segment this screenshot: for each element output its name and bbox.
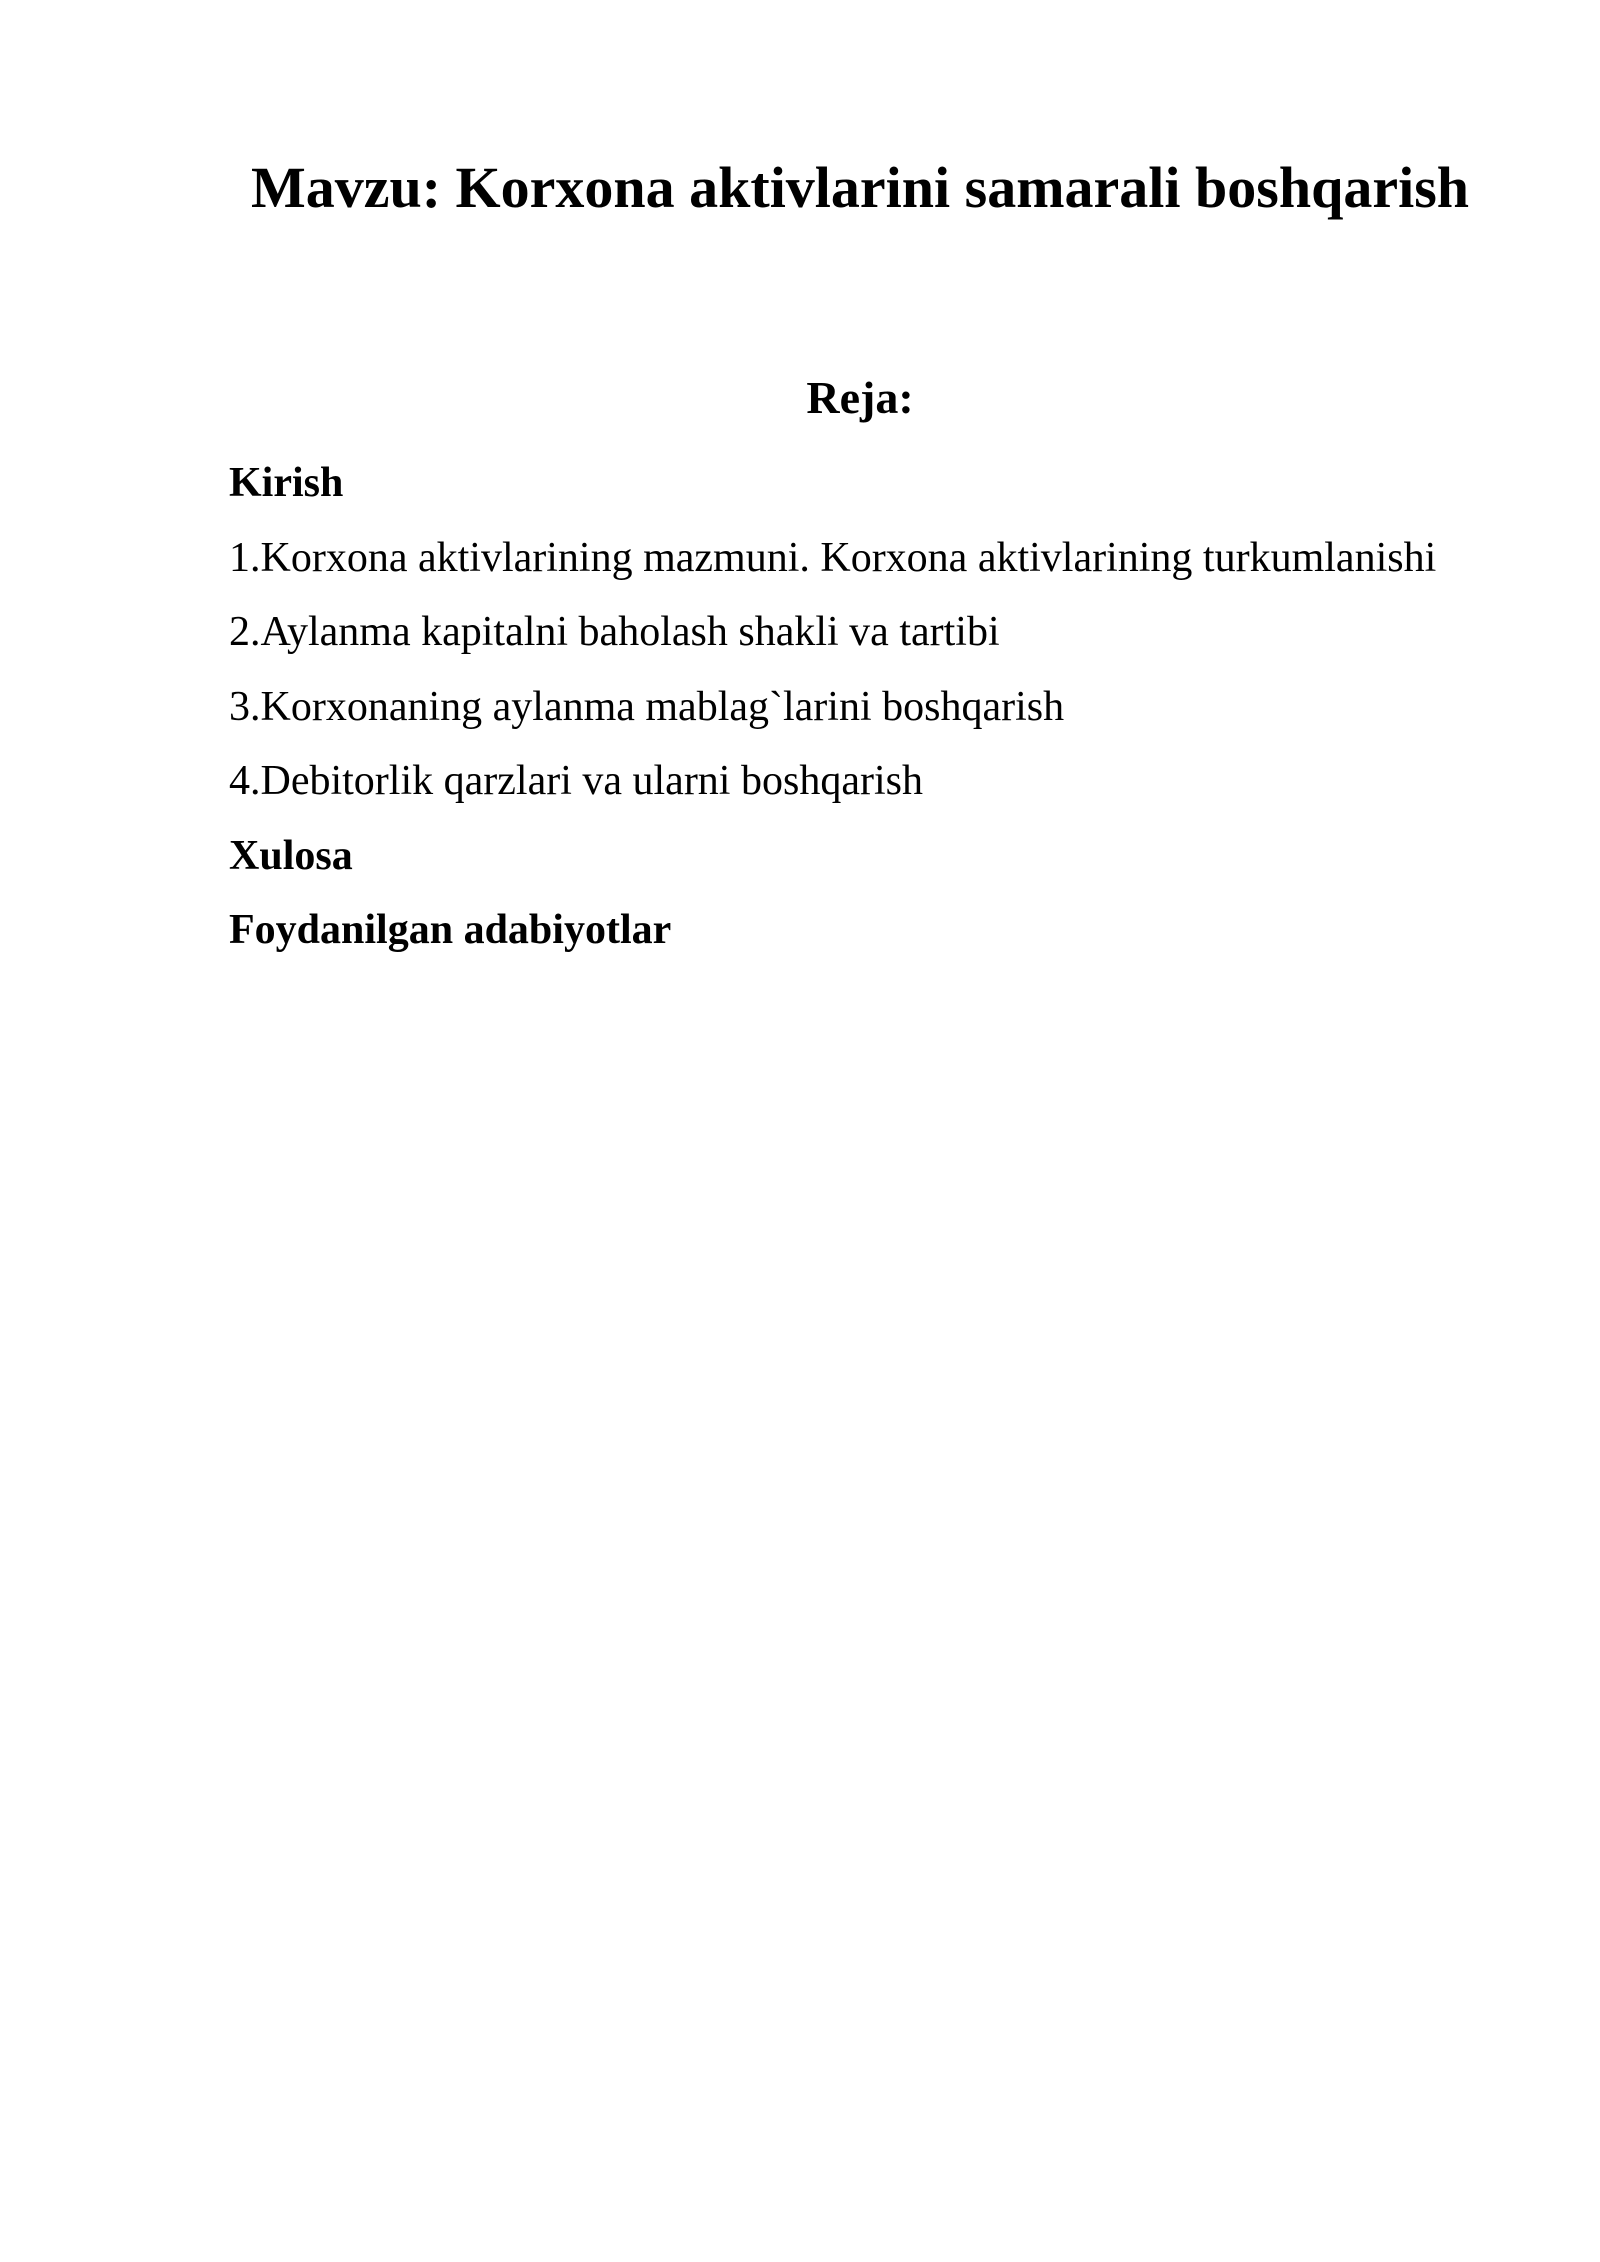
toc-item-references: Foydanilgan adabiyotlar xyxy=(229,907,672,953)
toc-item-3: 3.Korxonaning aylanma mablag`larini boshqarish xyxy=(229,683,1065,730)
toc-item-4: 4.Debitorlik qarzlari va ularni boshqarish xyxy=(229,758,923,804)
toc-item-2: 2.Aylanma kapitalni baholash shakli va tartibi xyxy=(229,609,1000,655)
table-of-contents xyxy=(229,446,1529,968)
document-title: Mavzu: Korxona aktivlarini samarali boshqarish xyxy=(250,155,1470,220)
toc-item-1: 1.Korxona aktivlarining mazmuni. Korxona aktivlarining turkumlanishi xyxy=(229,534,1437,581)
toc-item-conclusion: Xulosa xyxy=(229,832,353,879)
plan-heading: Reja: xyxy=(806,372,914,423)
toc-item-introduction: Kirish xyxy=(229,460,344,506)
